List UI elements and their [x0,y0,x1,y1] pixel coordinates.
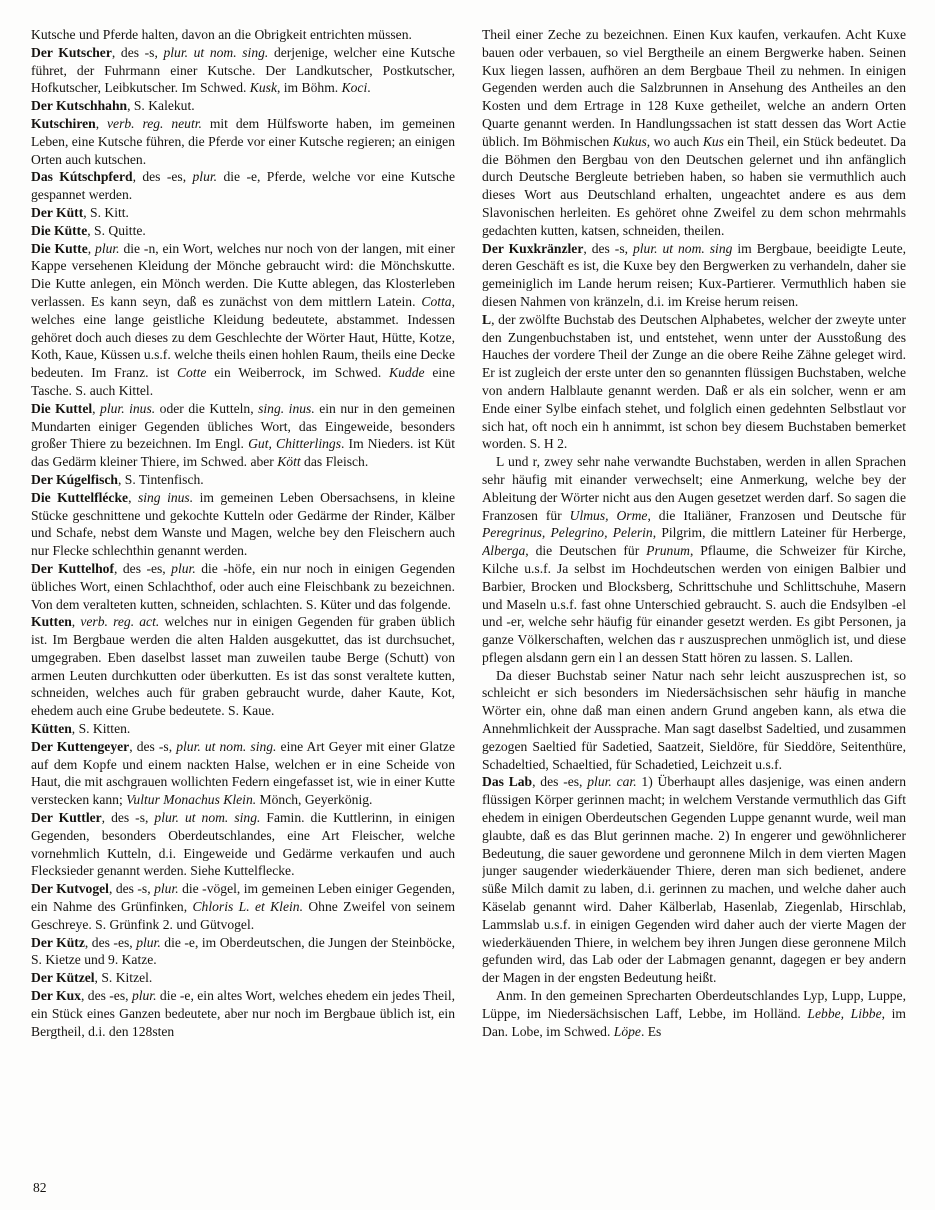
text-run: , [92,400,101,416]
entry-headword: Der Kux [31,988,81,1004]
foreign-term: Vultur Monachus Klein. [126,792,257,808]
foreign-term: verb. reg. act. [80,614,160,630]
dictionary-paragraph [482,987,906,1040]
foreign-term: Kukus [612,133,647,149]
text-run: die -e, im Oberdeutschen, die Jungen der Steinböcke, S. Kietze und 9. Katze. [31,934,455,968]
entry-headword: Der Kúgelfisch [31,471,118,487]
foreign-term: plur. ut nom. sing. [176,738,277,754]
dictionary-paragraph [31,471,455,489]
foreign-term: plur. [154,881,179,897]
foreign-term: plur. [95,240,120,256]
foreign-term: verb. reg. neutr. [107,115,202,131]
text-run: derjenige, welcher eine Kutsche führet, der Fuhrmann einer Kutsche. Der Landkutscher, Postkutscher, Hofkutscher, Leibkutscher. Im Schwed. [31,44,455,96]
foreign-term: Kus [702,133,724,149]
text-run: Kutsche und Pferde halten, davon an die Obrigkeit entrichten müssen. [31,27,412,42]
dictionary-paragraph [31,115,455,168]
text-run: die -höfe, ein nur noch in einigen Gegenden übliches Wort, einen Schlachthof, oder auch eine Fleischbank zu bezeichnen. Von dem veralteten kutten, schneiden, schlachten. S. Küter und das folgende. [31,560,455,612]
text-run: 1) Überhaupt alles dasjenige, was einen andern flüssigen Körper gerinnen macht; in welchem Verstande vermuthlich das Gift ehedem in einigen Oberdeutschen Gegenden Luppe genannt wurde, weil man glaubte, daß es das Blut gerinnen mache. 2) In engerer und gewöhnlicherer Bedeutung, die sauer gewordene und geronnene Milch in dem vierten Magen junger saugender wiederkäuender Thiere, deren man sich bedienet, andere süße Milch damit zu laben, d.i. gerinnen zu machen, und welche daher auch Käselab genannt wird. Daher Kälberlab, Hasenlab, Ziegenlab, Hirschlab, Lammslab u.s.f. in einigen Gegenden wird daher auch der vierte Magen der wiederkäuenden Thiere, in welchem bey ihren Jungen diese geronnene Milch gefunden wird, das Lab oder der Labmagen genannt, dagegen er bey andern der Magen in der engsten Bedeutung heißt. [482,774,906,986]
text-run: im gemeinen Leben Obersachsens, in kleine Stücke geschnittene und gekochte Kutteln oder Gedärme der Rinder, Kälber und Schafe, nebst dem Wanste und Magen, welche bey den Fleischern auch nur Flecke schlechthin genannt werden. [31,489,455,559]
text-run: , im Böhm. [276,80,342,96]
dictionary-paragraph [482,667,906,774]
foreign-term: plur. [131,988,157,1004]
dictionary-paragraph [31,880,455,933]
dictionary-paragraph [31,240,455,400]
text-run: , des -es, [84,934,137,950]
foreign-term: Cotta [421,293,452,309]
text-run: mit dem Hülfsworte haben, im gemeinen Leben, eine Kutsche führen, die Pferde vor einer Kutsche regieren; an einigen Orten auch kutschen. [31,115,455,167]
text-run: , im Dan. Lobe, im Schwed. [482,1005,906,1039]
right-column [482,26,906,1176]
text-run: oder die Kutteln, [155,400,259,416]
dictionary-paragraph [31,26,455,44]
text-run: , wo auch [646,133,703,149]
text-run: , S. Quitte. [87,222,146,238]
dictionary-paragraph [482,26,906,240]
page-number: 82 [33,1180,47,1195]
foreign-term: Löpe [613,1023,641,1039]
entry-headword: Das Lab [482,774,533,790]
text-run: , die Deutschen für [525,543,647,559]
text-run: , [71,614,81,630]
entry-headword: Kutschiren [31,115,96,131]
text-run: , des -s, [101,810,155,826]
text-run: . Im Nieders. ist Küt das Gedärm kleiner Thiere, im Schwed. aber [31,436,455,470]
entry-headword: Der Kütt [31,204,84,220]
foreign-term: plur. ut nom. sing. [154,810,261,826]
text-run: eine Tasche. S. auch Kittel. [31,365,455,398]
text-run: eine Art Geyer mit einer Glatze auf dem Kopfe und einem nackten Halse, welchen er in eine Scheide von Haut, die mit aschgrauen wollichten Federn eingefasset ist, wie in einer Kutte verstecken kann; [31,738,455,808]
text-run: , des -s, [129,738,177,754]
foreign-term: plur. ut nom. sing. [163,44,269,60]
entry-headword: Der Kuttengeyer [31,738,130,754]
text-run: ein Theil, ein Stück bedeutet. Da die Böhmen den Bergbau von den Deutschen gelernet und ihn anfänglich durch Deutsche Bergleute betrieben haben, so haben sie vermuthlich auch dieses Wort aus Deutschland erhalten, ungeachtet andere es aus dem Slavonischen herleiten. Es gehöret ohne Zweifel zu dem schon mehrmahls gedachten kutten, katsen, schneiden, theilen. [482,133,906,238]
dictionary-paragraph [31,969,455,987]
foreign-term: plur. inus. [100,400,156,416]
text-run: welches nur in einigen Gegenden für graben üblich ist. Im Bergbaue werden die alten Halden ausgekuttet, das ist durchsuchet, umgegraben. Eben daselbst lasset man zuweilen taube Berge (Schutt) von armen Leuten durchkutten oder überkutten. Es ist das sonst veraltete kutten, schneiden, welches auch für graben gebraucht wurde, daher Kaute, Kot, ehedem auch eine Grube bedeutete. S. Kaue. [31,614,455,719]
text-run: , welches eine lange geistliche Kleidung bedeutete, abstammet. Indessen gehöret doch auch dieses zu dem Geschlechte der Wörter Haut, Hütte, Kotze, Koth, Kaue, Küssen u.s.f. welche theils einen hohlen Raum, theils eine Decke bedeuten. Im Franz. ist [31,293,455,381]
text-run: , des -es, [114,560,172,576]
text-run: , S. Kitt. [83,204,129,220]
entry-headword: Der Kuttelhof [31,560,114,576]
text-run: , [128,489,138,505]
entry-headword: L [482,311,492,327]
foreign-term: Kött [277,454,301,470]
entry-headword: Kutten [31,614,72,630]
dictionary-paragraph [482,453,906,667]
text-run: Mönch, Geyerkönig. [256,792,373,808]
text-run: ein Weiberrock, im Schwed. [206,365,390,381]
entry-headword: Das Kútschpferd [31,169,133,185]
text-run: Famin. die Kuttlerinn, in einigen Gegenden, besonders Oberdeutschlandes, eine Art Fleischer, welche vornehmlich Kutteln, d.i. Eingeweide und Gedärme verkaufen und auch Flecksieder genannt werden. Siehe Kuttelflecke. [31,810,455,879]
text-run: , des -s, [111,44,164,60]
dictionary-paragraph [31,97,455,115]
text-run: die -vögel, im gemeinen Leben einiger Gegenden, ein Nahme des Grünfinken, [31,881,455,915]
text-run: , S. Kitten. [71,721,131,737]
dictionary-paragraph [31,809,455,880]
text-run: . [367,80,371,96]
entry-headword: Die Kutte [31,240,88,256]
text-run: Da dieser Buchstab seiner Natur nach sehr leicht auszusprechen ist, so schleicht er sich besonders im Niedersächsischen sehr häufig in manche Wörter ein, ohne daß man einen andern Grund angeben kann, als etwa die Annehmlichkeit der Aussprache. Man sagt daselbst Sadeltied, und zusammen gezogen Saeltied für Sadetied, Saatzeit, Sieldöre, für Sieddöre, Seitenthüre, Schadeltied, Schaeltied, für Schadetied, Leichzeit u.s.f. [482,667,906,772]
foreign-term: sing. inus. [258,400,315,416]
entry-headword: Kütten [31,721,72,737]
text-run: , [87,240,96,256]
left-column [31,26,455,1176]
dictionary-paragraph [482,240,906,311]
foreign-term: Gut, Chitterlings [248,436,341,452]
text-run: , des -es, [132,169,193,185]
dictionary-paragraph [482,773,906,987]
dictionary-paragraph [31,613,455,720]
foreign-term: Koci [341,80,368,96]
foreign-term: Prunum [646,543,690,559]
entry-headword: Der Kutvogel [31,881,109,897]
text-run: die -e, Pferde, welche vor eine Kutsche gespannet werden. [31,169,455,203]
dictionary-paragraph [31,934,455,970]
dictionary-paragraph [31,400,455,471]
entry-headword: Der Kützel [31,970,95,986]
text-run: , der zwölfte Buchstab des Deutschen Alphabetes, welcher der zweyte unter den Zungenbuchstaben ist, und entstehet, wenn unter der Ausstoßung des Hauches der vordere Theil der Zunge an die obere Reihe Zähne geleget wird. Er ist zugleich der erste unter den so genannten flüssigen Buchstaben, welche von andern Halblaute genannt werden. Daß er als ein solcher, wenn er am Ende einer Sylbe einfach stehet, und folglich einen gedehnten Selbstlaut vor sich hat, oft noch ein h annimmt, ist schon bey diesem Buchstaben bemerket worden. S. H 2. [482,311,906,452]
text-run: Theil einer Zeche zu bezeichnen. Einen Kux kaufen, verkaufen. Acht Kuxe bauen oder verbauen, so viel Bergtheile an einem Bergwerke haben. Seinen Kux liegen lassen, aufhören an dem Bergbaue Theil zu nehmen. In einigen Gegenden werden auch die Salzbrunnen in Ansehung des Antheiles an den Kosten und dem Ertrage in 128 Kuxe getheilet, welche an andern Orten Quarte genannt werden. In Handlungssachen ist statt dessen das Wort Actie üblich. Im Böhmischen [482,27,906,149]
entry-headword: Die Kuttelflécke [31,489,129,505]
text-run: , [95,115,107,131]
text-run: , S. Kitzel. [94,970,153,986]
foreign-term: Peregrinus, Pelegrino, Pelerin [482,525,653,541]
text-run: Anm. In den gemeinen Sprecharten Oberdeutschlandes Lyp, Lupp, Luppe, Lüppe, im Niedersächsischen Laff, Lebbe, im Holländ. [482,988,906,1021]
text-run: , Pilgrim, die mittlern Lateiner für Herberge, [652,525,906,541]
text-run: , S. Kalekut. [127,98,195,114]
text-run: . Es [640,1023,662,1039]
entry-headword: Der Kutscher [31,44,112,60]
text-run: , die Italiäner, Franzosen und Deutsche für [647,507,906,523]
foreign-term: Kusk [249,80,277,96]
foreign-term: Chloris L. et Klein. [192,899,303,915]
dictionary-paragraph [31,44,455,97]
entry-headword: Der Kuttler [31,810,102,826]
dictionary-paragraph [31,168,455,204]
entry-headword: Die Kütte [31,222,88,238]
dictionary-paragraph [31,738,455,809]
foreign-term: Lebbe, Libbe [807,1005,882,1021]
foreign-term: Cotte [176,365,207,381]
foreign-term: sing inus. [137,489,194,505]
dictionary-paragraph [31,489,455,560]
dictionary-paragraph [31,560,455,613]
foreign-term: plur. ut nom. sing [632,240,733,256]
foreign-term: plur. car. [587,774,637,790]
text-run: ein nur in den gemeinen Mundarten einiger Gegenden übliches Wort, das Eingeweide, besonders großer Thiere zu bezeichnen. Im Engl. [31,400,455,452]
text-run: L und r, zwey sehr nahe verwandte Buchstaben, werden in allen Sprachen sehr häufig mit einander verwechselt; eine Anmerkung, welche bey der Ableitung der Wörter nicht aus den Augen gesetzet werden darf. So sagen die Franzosen für [482,454,906,523]
text-run: , des -es, [80,988,132,1004]
text-run: , des -s, [583,240,633,256]
dictionary-paragraph [31,720,455,738]
text-run: die -n, ein Wort, welches nur noch von der langen, mit einer Kappe versehenen Kleidung der Mönche gebraucht wird: die Mönchskutte. Die Kutte anlegen, ein Mönch werden. Die Kutte ablegen, das Klosterleben verlassen. Es kann seyn, daß es zunächst von dem mittlern Latein. [31,240,455,309]
dictionary-paragraph [31,222,455,240]
dictionary-paragraph [482,311,906,453]
text-run: im Bergbaue, beeidigte Leute, deren Geschäft es ist, die Kuxe bey den Bergwerken zu verhandeln, daher sie gemeiniglich im Lande herum reisen; Kux-Partierer. Vermuthlich haben sie diesen Nahmen von kränzeln, d.i. im Kreise herum reisen. [482,240,906,309]
dictionary-paragraph [31,987,455,1040]
entry-headword: Der Kutschhahn [31,98,128,114]
foreign-term: Kudde [389,365,425,381]
foreign-term: plur. [192,169,218,185]
text-run: , des -es, [532,774,588,790]
text-run: , Pflaume, die Schweizer für Kirche, Kilche u.s.f. Ja selbst im Hochdeutschen werden von einigen Balbier und Barbier, Brocken und Blocksberg, Schrittschuhe und Schlittschuhe, Masern und Maseln u.s.f. fast ohne Unterschied gebraucht. S. auch die Endsylben -el und -er, welche sehr häufig für einander gesetzt werden. Es gibt Personen, ja ganze Völkerschaften, welchen das r auszusprechen unmöglich ist, und diese pflegen alsdann gern ein l an dessen Statt hören zu lassen. S. Lallen. [482,543,906,665]
text-run: die -e, ein altes Wort, welches ehedem ein jedes Theil, ein Stück eines Ganzen bedeutete, aber nur noch im Bergbaue üblich ist, ein Bergtheil, d.i. den 128sten [31,988,455,1039]
entry-headword: Der Kuxkränzler [482,240,584,256]
entry-headword: Der Kütz [31,934,85,950]
text-run: Ohne Zweifel von seinem Geschreye. S. Grünfink 2. und Gütvogel. [31,899,455,932]
entry-headword: Die Kuttel [31,400,93,416]
text-run: , S. Tintenfisch. [117,471,204,487]
foreign-term: plur. [171,560,196,576]
foreign-term: plur. [136,934,161,950]
text-run: das Fleisch. [300,454,369,470]
two-column-text-area [31,26,906,1176]
foreign-term: Ulmus, Orme [569,507,648,523]
text-run: , des -s, [108,881,155,897]
dictionary-paragraph [31,204,455,222]
foreign-term: Alberga [482,543,526,559]
